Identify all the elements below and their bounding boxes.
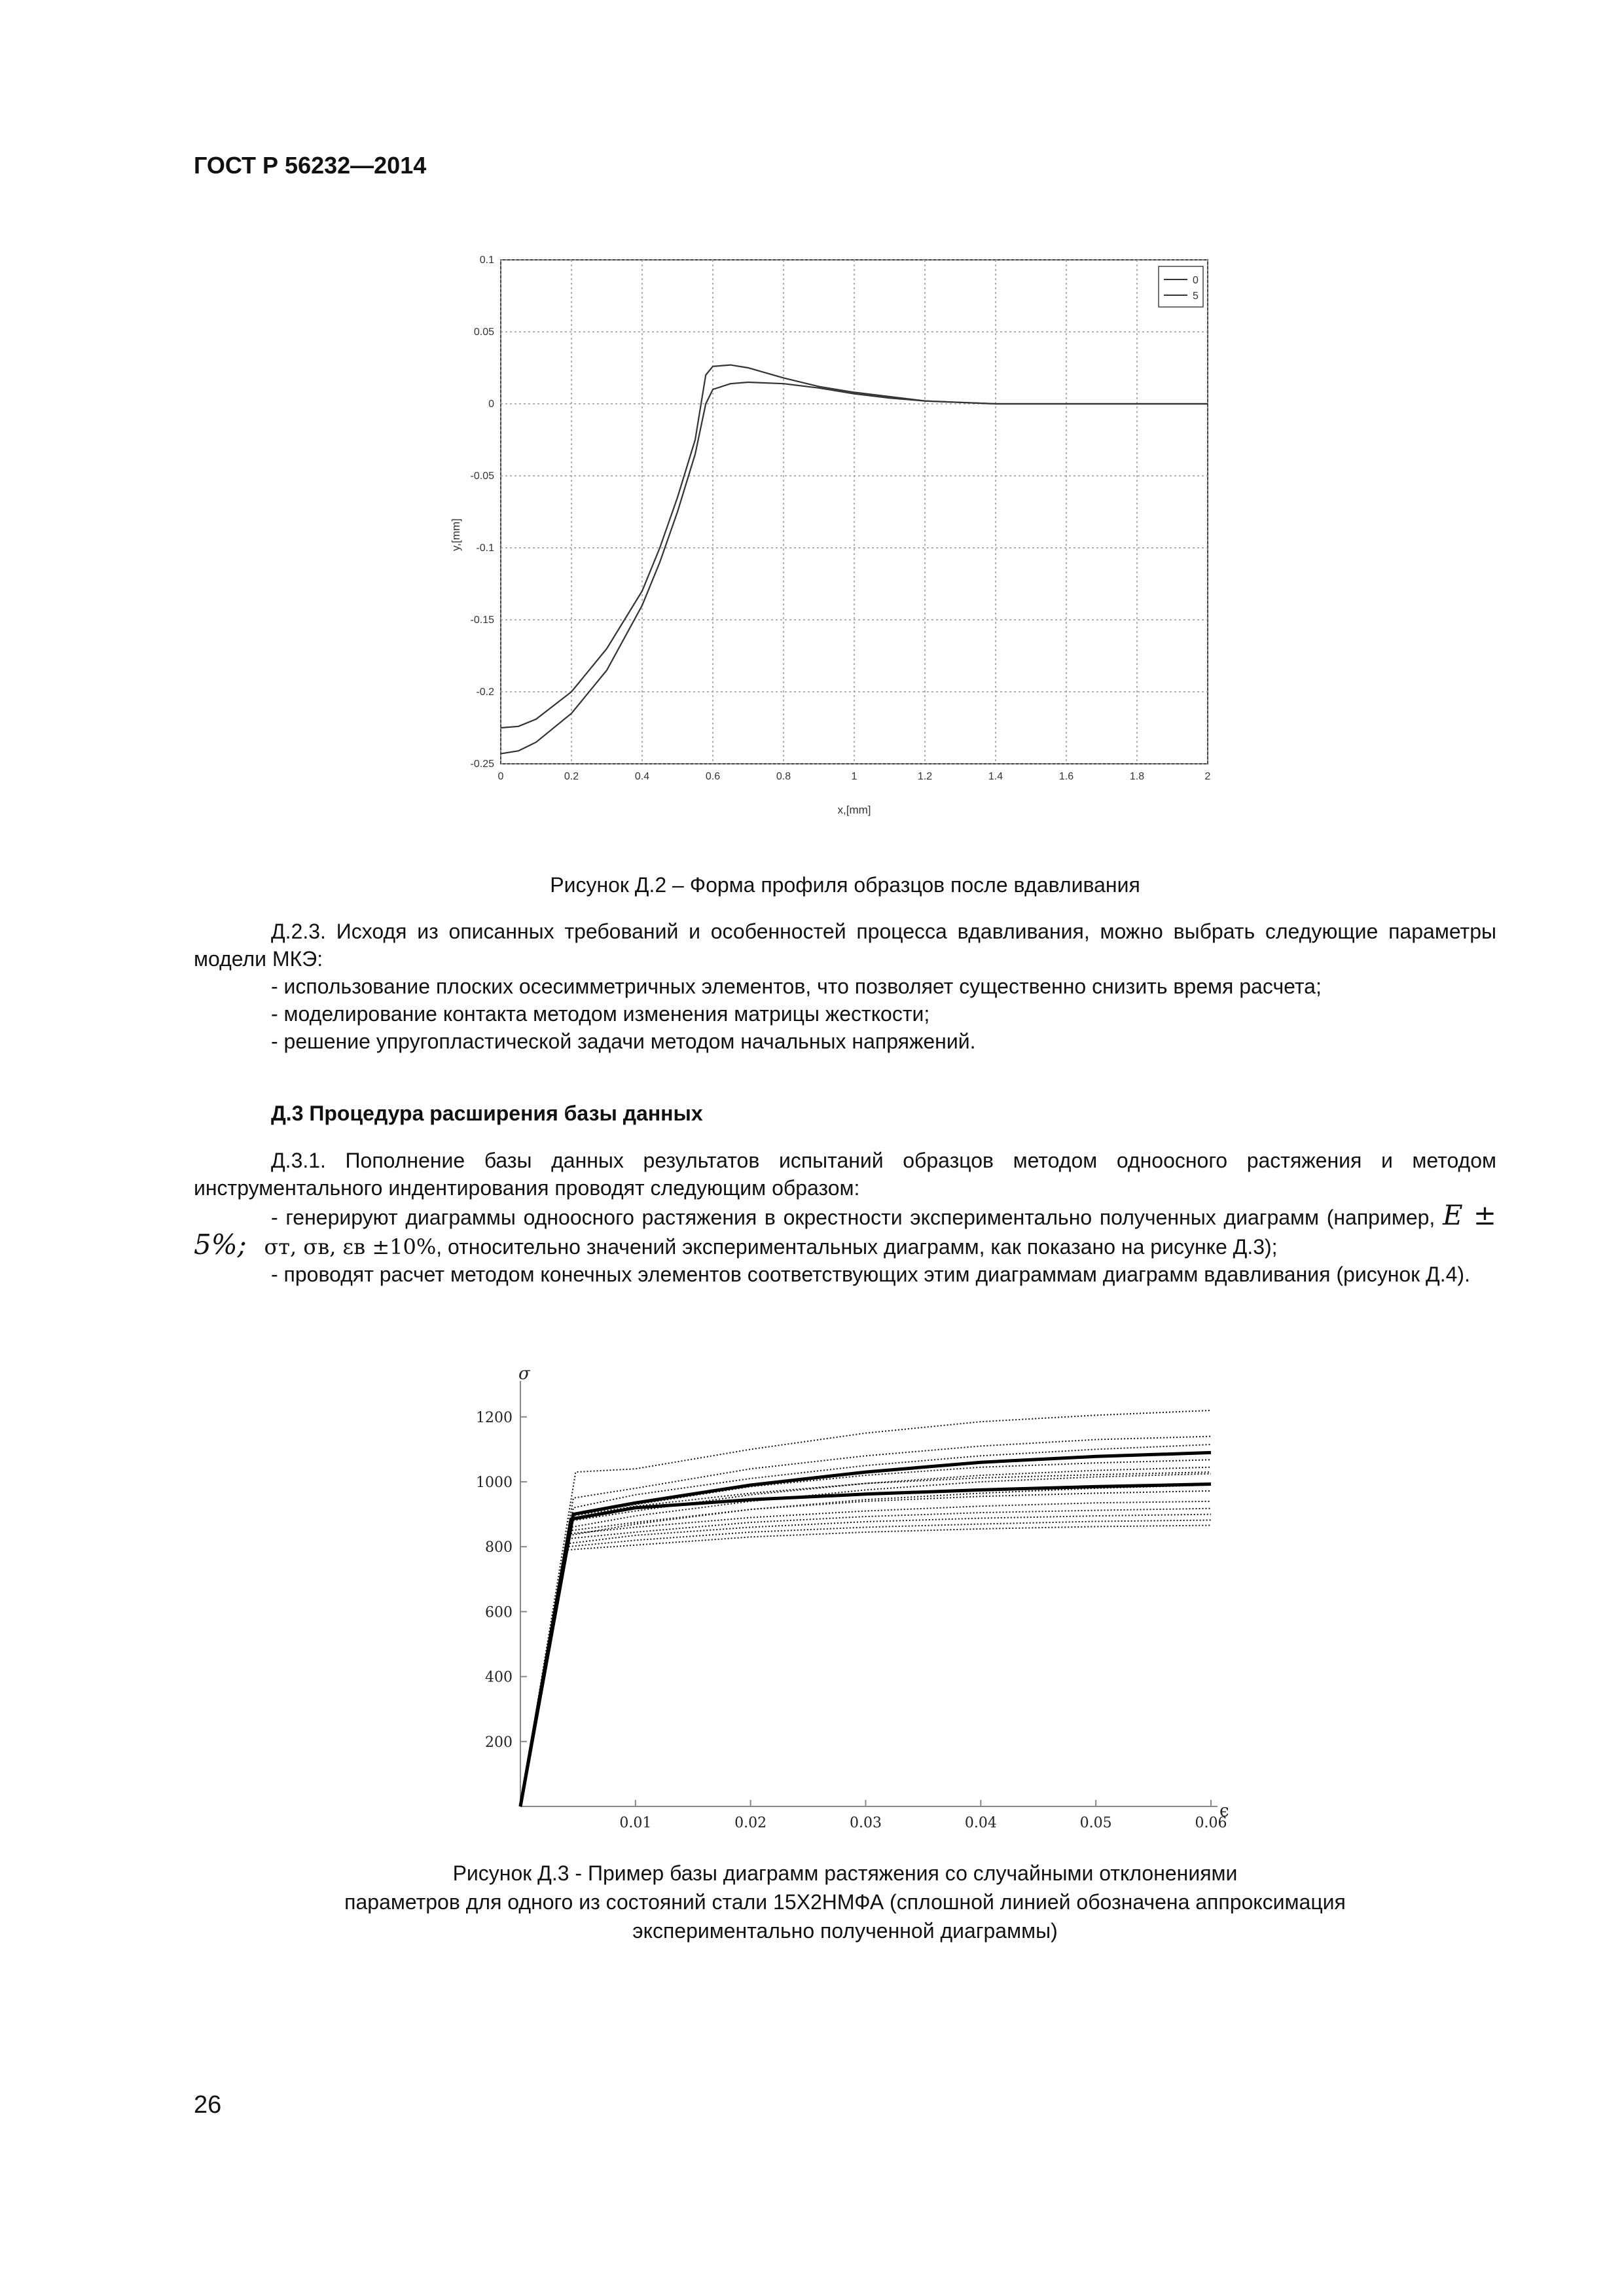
y-tick-label: 400 [485, 1669, 513, 1686]
approximation-curve [520, 1452, 1211, 1806]
x-axis-label: x,[mm] [837, 804, 871, 816]
legend-label: 0 [1193, 275, 1199, 286]
generated-curve [520, 1491, 1211, 1806]
paragraph: Д.2.3. Исходя из описанных требований и особенностей процесса вдавливания, можно выбрать следующие параметры модели МКЭ: [194, 920, 1496, 971]
generated-curve [520, 1501, 1211, 1806]
x-tick-label: 0.02 [734, 1815, 767, 1831]
y-tick-label: 600 [485, 1604, 513, 1621]
generated-curve [520, 1526, 1211, 1807]
x-tick-label: 0.01 [619, 1815, 652, 1831]
y-tick-label: 0.1 [479, 255, 494, 266]
formula-modulus: E ± 5%; [194, 1199, 1497, 1261]
y-tick-label: 1000 [476, 1475, 513, 1491]
x-tick-label: 1.8 [1129, 771, 1145, 782]
x-tick-label: 2 [1204, 771, 1211, 782]
x-tick-label: 0.05 [1079, 1815, 1112, 1831]
generated-curve [520, 1520, 1211, 1807]
list-item: - моделирование контакта методом изменения матрицы жесткости; [271, 1002, 930, 1026]
y-tick-label: -0.2 [476, 687, 494, 698]
figure-1-caption: Рисунок Д.2 – Форма профиля образцов после вдавливания [550, 873, 1140, 897]
x-tick-label: 0.8 [776, 771, 791, 782]
section-heading: Д.3 Процедура расширения базы данных [271, 1102, 703, 1125]
sigma-axis-label: σ [518, 1365, 530, 1384]
y-tick-label: -0.15 [470, 615, 494, 626]
caption-line: Рисунок Д.3 - Пример базы диаграмм растяжения со случайными отклонениями [452, 1861, 1238, 1885]
list-item: - использование плоских осесимметричных элементов, что позволяет существенно снизить время расчета; [271, 975, 1322, 998]
page-number: 26 [194, 2091, 222, 2119]
caption-line: экспериментально полученной диаграммы) [632, 1919, 1058, 1943]
x-tick-label: 1 [851, 771, 857, 782]
generated-curve [520, 1472, 1211, 1806]
caption-line: параметров для одного из состояний стали 15Х2НМФА (сплошной линией обозначена аппроксимация [344, 1890, 1346, 1914]
figure-tension-chart [458, 1365, 1244, 1842]
formula-stress: σт, σв, εв ±10% [264, 1234, 437, 1259]
document-header: ГОСТ Р 56232—2014 [194, 152, 427, 179]
x-tick-label: 0.2 [564, 771, 579, 782]
x-tick-label: 0.04 [964, 1815, 997, 1831]
y-tick-label: -0.1 [476, 543, 494, 554]
generated-curve [520, 1515, 1211, 1806]
x-tick-label: 0 [497, 771, 504, 782]
y-axis-label: y,[mm] [450, 518, 462, 551]
y-tick-label: 200 [485, 1734, 513, 1751]
figure-2-caption [194, 1859, 1496, 1945]
text-block-1 [194, 918, 1496, 1055]
x-tick-label: 1.4 [988, 771, 1003, 782]
list-item-text: - генерируют диаграммы одноосного растяжения в окрестности экспериментально полученных диаграмм (например, [271, 1206, 1435, 1229]
x-tick-label: 0.6 [705, 771, 721, 782]
list-item: - проводят расчет методом конечных элементов соответствующих этим диаграммам диаграмм вдавливания (рисунок Д.4). [271, 1263, 1470, 1286]
figure-profile-chart [445, 252, 1244, 834]
y-tick-label: 1200 [476, 1409, 513, 1426]
y-tick-label: 0.05 [473, 327, 494, 338]
x-tick-label: 1.6 [1058, 771, 1074, 782]
generated-curve [520, 1509, 1211, 1806]
y-tick-label: -0.05 [470, 471, 494, 482]
generated-curve [520, 1460, 1211, 1806]
list-item-text: , относительно значений экспериментальных диаграмм, как показано на рисунке Д.3); [436, 1235, 1278, 1259]
x-tick-label: 1.2 [917, 771, 933, 782]
text-block-2 [194, 1147, 1496, 1288]
legend-label: 5 [1193, 291, 1199, 302]
x-tick-label: 0.03 [850, 1815, 882, 1831]
generated-curve [520, 1437, 1211, 1806]
y-tick-label: 800 [485, 1539, 513, 1556]
list-item [194, 1199, 1497, 1261]
y-tick-label: -0.25 [470, 759, 494, 770]
list-item: - решение упругопластической задачи методом начальных напряжений. [271, 1030, 976, 1053]
generated-curve [520, 1444, 1211, 1806]
paragraph: Д.3.1. Пополнение базы данных результатов испытаний образцов методом одноосного растяжения и методом инструментального индентирования проводят следующим образом: [194, 1149, 1496, 1200]
y-tick-label: 0 [488, 399, 494, 410]
x-tick-label: 0.4 [634, 771, 650, 782]
epsilon-axis-label: ϵ [1219, 1801, 1229, 1821]
x-tick-label: 0.06 [1195, 1815, 1227, 1831]
